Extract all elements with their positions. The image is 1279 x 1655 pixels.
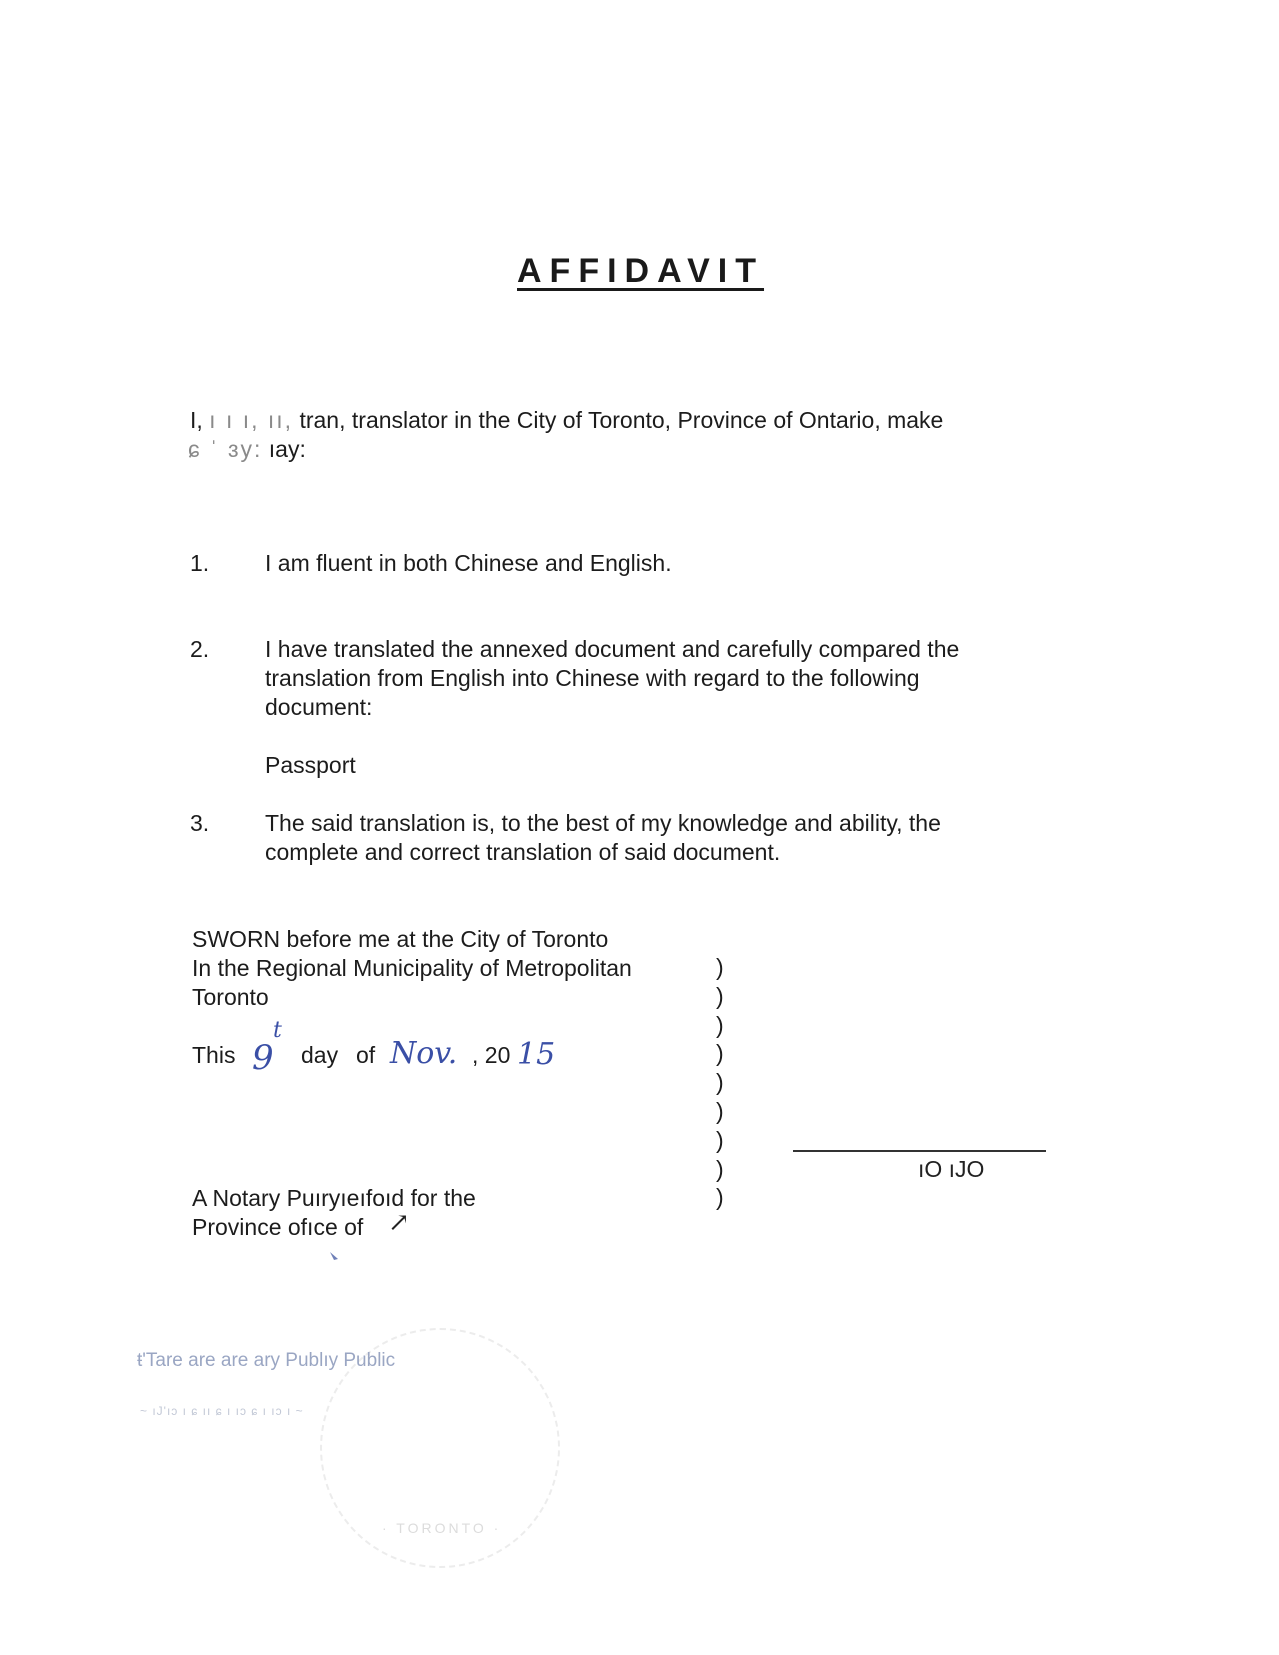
item-3-line-1: The said translation is, to the best of my knowledge and ability, the [265, 810, 941, 836]
intro-line-2 [188, 435, 306, 464]
item-3-number: 3. [190, 810, 210, 836]
item-2-line-1: I have translated the annexed document and carefully compared the [265, 636, 960, 662]
paren: ) [716, 1069, 724, 1096]
notary-line-1: A Notary Puıryıeıfoıd for the [192, 1185, 476, 1211]
date-year-prefix: , 20 [472, 1042, 511, 1068]
notary-line-2: Province ofıce of [192, 1214, 364, 1240]
paren: ) [716, 1126, 724, 1153]
stamp-ring-text: · TORONTO · [382, 1520, 502, 1536]
paren: ) [716, 1040, 724, 1067]
signature-line [793, 1150, 1046, 1152]
paren: ) [716, 1097, 724, 1124]
intro-line2-end: ıay: [268, 436, 306, 462]
date-month-handwritten: Nov. [390, 1036, 458, 1071]
date-day-label: day [301, 1042, 339, 1068]
sworn-line-2: In the Regional Municipality of Metropolitan [192, 955, 632, 981]
intro-trans-word: tran [299, 407, 340, 433]
date-year-handwritten: 15 [517, 1037, 556, 1072]
parenthesis-column [716, 953, 736, 1212]
item-1-line-1: I am fluent in both Chinese and English. [265, 550, 672, 576]
sworn-line-3: Toronto [192, 984, 269, 1010]
date-this-label: This [192, 1042, 236, 1068]
item-2-line-3: document: [265, 694, 373, 720]
intro-smudge: ı, [276, 407, 294, 433]
item-2-line-2: translation from English into Chinese with regard to the following [265, 665, 920, 691]
intro-rest: , translator in the City of Toronto, Province of Ontario, make [339, 407, 944, 433]
item-3-line-2: complete and correct translation of said document. [265, 839, 781, 865]
paren: ) [716, 982, 724, 1009]
date-of-label: of [356, 1042, 376, 1068]
redacted-name: ı ı ı, ı [209, 407, 277, 433]
sworn-line-1: SWORN before me at the City of Toronto [192, 926, 609, 952]
paren: ) [716, 1155, 724, 1182]
paren: ) [716, 954, 724, 980]
page-title: AFFIDAVIT [517, 252, 765, 290]
paren: ) [716, 1184, 724, 1211]
intro-line-1 [190, 406, 943, 435]
notary-mark: ↗ [388, 1208, 410, 1238]
stamp-text: ŧ'Tare are are ary Publıy Public [137, 1350, 396, 1371]
stamp-subtext: ~ ıJ'ıɔ ı ɕ ıı ɕ ı ıɔ ɕ ı ıɔ ı ~ [140, 1404, 304, 1418]
item-2-number: 2. [190, 636, 210, 662]
item-1-number: 1. [190, 550, 210, 576]
date-day-handwritten: 9 [252, 1038, 274, 1078]
ink-mark-icon [328, 1250, 342, 1262]
paren: ) [716, 1011, 724, 1038]
date-day-superscript: t [273, 1018, 282, 1043]
intro-prefix: I, [190, 407, 203, 433]
intro-line2-smudge: ɕ ˈ ɜy: [188, 436, 263, 462]
document-type: Passport [265, 752, 356, 778]
signature-caption: ıO ıJO [918, 1156, 985, 1182]
